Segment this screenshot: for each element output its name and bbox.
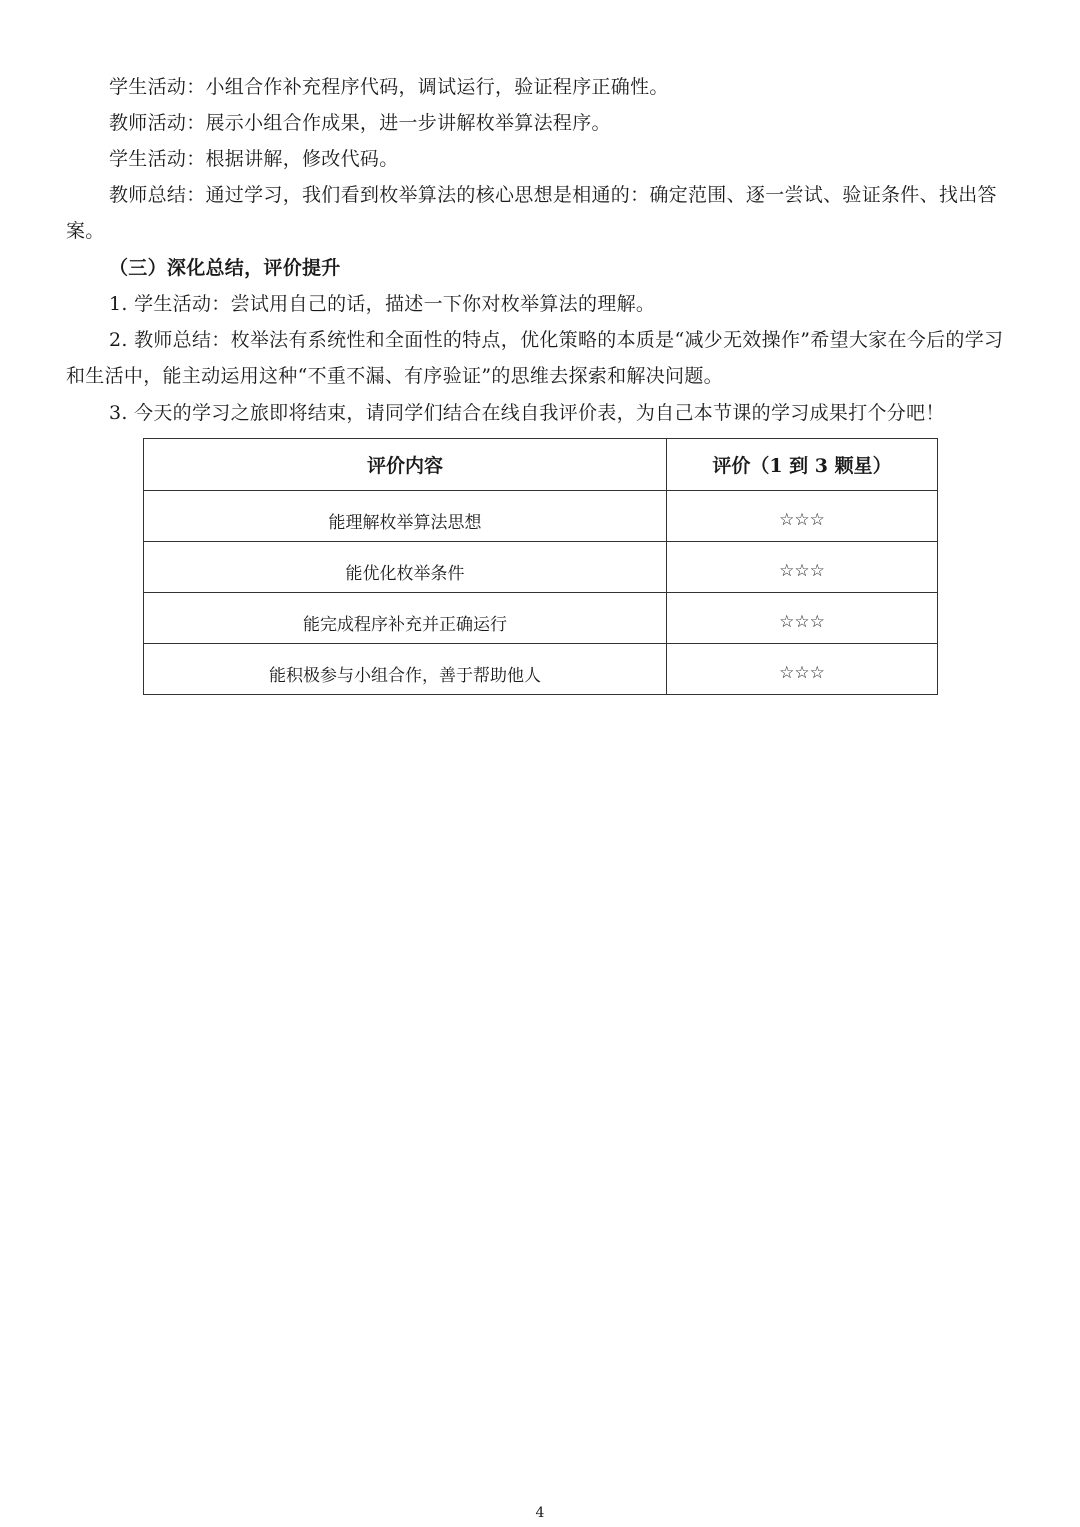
evaluation-table: [143, 438, 938, 695]
table-row: [144, 542, 938, 593]
header-content: 评价内容: [144, 439, 667, 491]
header-rating: 评价（1 到 3 颗星）: [666, 439, 937, 491]
paragraph-student-activity-2: 学生活动：根据讲解，修改代码。: [109, 148, 399, 170]
paragraph-student-activity-1: 学生活动：小组合作补充程序代码，调试运行，验证程序正确性。: [109, 76, 669, 98]
row-content: 能完成程序补充并正确运行: [144, 593, 667, 644]
list-item-2: 2. 教师总结：枚举法有系统性和全面性的特点，优化策略的本质是“减少无效操作”希望大家在今后的学习和生活中，能主动运用这种“不重不漏、有序验证”的思维去探索和解决问题。: [66, 329, 1004, 387]
list-item-3: 3. 今天的学习之旅即将结束，请同学们结合在线自我评价表，为自己本节课的学习成果打个分吧！: [109, 402, 945, 424]
star-rating: ☆☆☆: [666, 593, 937, 644]
table-row: [144, 644, 938, 695]
star-rating: ☆☆☆: [666, 491, 937, 542]
row-content: 能理解枚举算法思想: [144, 491, 667, 542]
list-item-1: 1. 学生活动：尝试用自己的话，描述一下你对枚举算法的理解。: [109, 293, 656, 315]
section-heading: （三）深化总结，评价提升: [109, 257, 341, 279]
star-rating: ☆☆☆: [666, 542, 937, 593]
table-header-row: [144, 439, 938, 491]
row-content: 能积极参与小组合作，善于帮助他人: [144, 644, 667, 695]
table-row: [144, 593, 938, 644]
paragraph-teacher-activity: 教师活动：展示小组合作成果，进一步讲解枚举算法程序。: [109, 112, 611, 134]
paragraph-teacher-summary: 教师总结：通过学习，我们看到枚举算法的核心思想是相通的：确定范围、逐一尝试、验证条件、找出答案。: [66, 184, 997, 242]
table-row: [144, 491, 938, 542]
page-number: 4: [535, 1505, 545, 1521]
star-rating: ☆☆☆: [666, 644, 937, 695]
row-content: 能优化枚举条件: [144, 542, 667, 593]
